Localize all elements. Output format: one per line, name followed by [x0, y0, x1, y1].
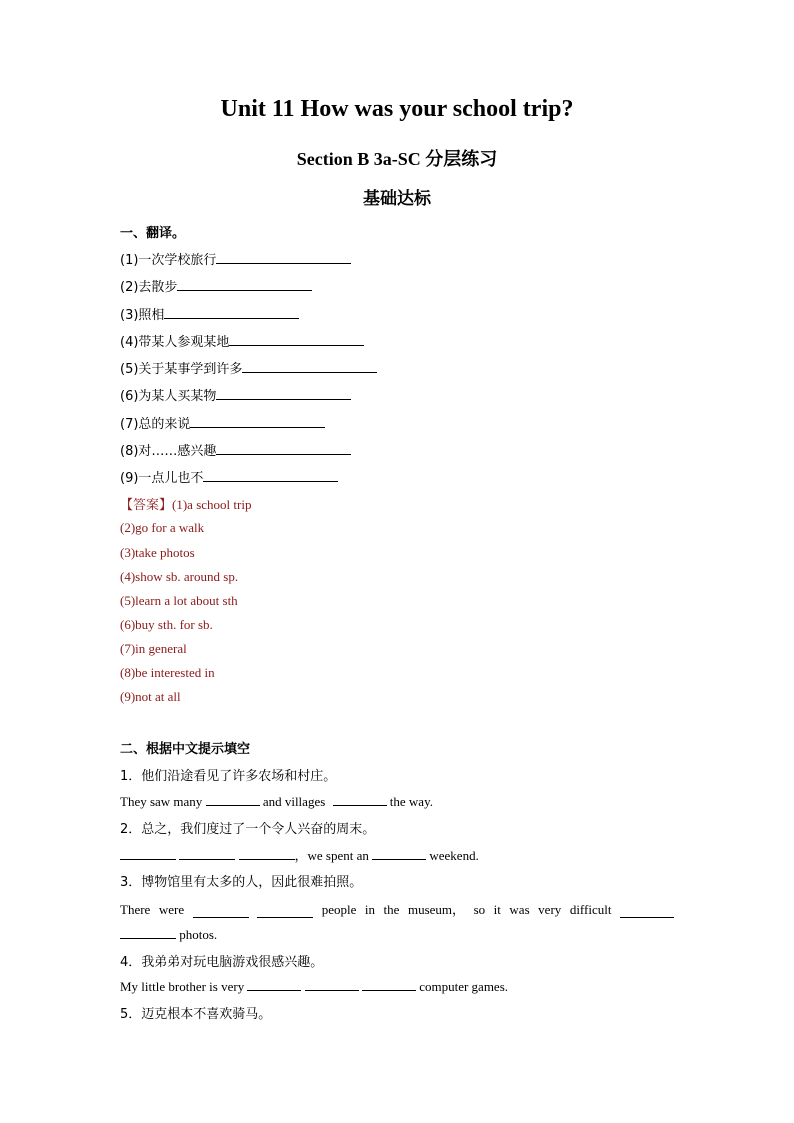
fill-blank[interactable]	[247, 977, 301, 991]
fill-blank[interactable]	[362, 977, 416, 991]
fill-blank[interactable]	[120, 846, 176, 860]
translate-item-9: (9)一点儿也不	[120, 467, 338, 486]
answer-blank[interactable]	[242, 359, 377, 373]
translate-item-5: (5)关于某事学到许多	[120, 358, 377, 377]
translate-item-1: (1)一次学校旅行	[120, 249, 351, 268]
answer-blank[interactable]	[216, 386, 351, 400]
question-4-chinese: 4．我弟弟对玩电脑游戏很感兴趣。	[120, 955, 324, 970]
answer-blank[interactable]	[203, 468, 338, 482]
fill-blank[interactable]	[372, 846, 426, 860]
section-subtitle: Section B 3a-SC 分层练习	[296, 149, 498, 169]
question-3-chinese: 3．博物馆里有太多的人，因此很难拍照。	[120, 875, 363, 890]
translate-item-4: (4)带某人参观某地	[120, 331, 364, 350]
fill-blank[interactable]	[333, 792, 387, 806]
part1-heading: 一、翻译。	[120, 226, 186, 241]
part2-heading: 二、根据中文提示填空	[120, 742, 251, 757]
answer-line-2: (2)go for a walk	[120, 520, 205, 535]
question-4-english: My little brother is very computer games.	[120, 979, 509, 994]
question-2-english: ，we spent an weekend.	[120, 845, 479, 864]
answer-line-4: (4)show sb. around sp.	[120, 569, 239, 584]
translate-item-7: (7)总的来说	[120, 413, 325, 432]
answer-line-3: (3)take photos	[120, 545, 195, 560]
answer-line-8: (8)be interested in	[120, 665, 215, 680]
answer-line-7: (7)in general	[120, 641, 187, 656]
question-5-chinese: 5．迈克根本不喜欢骑马。	[120, 1007, 272, 1022]
answer-blank[interactable]	[229, 332, 364, 346]
fill-blank[interactable]	[305, 977, 359, 991]
fill-blank[interactable]	[206, 792, 260, 806]
question-3-english-line1: There were people in the museum， so it was very difficult	[120, 899, 674, 918]
question-2-chinese: 2．总之，我们度过了一个令人兴奋的周末。	[120, 822, 376, 837]
question-1-chinese: 1．他们沿途看见了许多农场和村庄。	[120, 769, 337, 784]
page-title: Unit 11 How was your school trip?	[220, 96, 574, 122]
translate-item-3: (3)照相	[120, 304, 299, 323]
answer-line-6: (6)buy sth. for sb.	[120, 617, 213, 632]
answer-line-5: (5)learn a lot about sth	[120, 593, 238, 608]
fill-blank[interactable]	[239, 846, 295, 860]
fill-blank[interactable]	[257, 904, 313, 918]
answer-line-1: 【答案】(1)a school trip	[120, 497, 252, 513]
fill-blank[interactable]	[193, 904, 249, 918]
fill-blank[interactable]	[179, 846, 235, 860]
fill-blank[interactable]	[620, 904, 674, 918]
answer-label: 【答案】	[120, 498, 173, 513]
level-heading: 基础达标	[363, 189, 431, 208]
answer-blank[interactable]	[216, 441, 351, 455]
translate-item-8: (8)对……感兴趣	[120, 440, 351, 459]
question-3-english-line2: photos.	[120, 925, 217, 943]
question-1-english: They saw many and villages the way.	[120, 794, 433, 809]
answer-blank[interactable]	[216, 250, 351, 264]
translate-item-6: (6)为某人买某物	[120, 385, 351, 404]
answer-line-9: (9)not at all	[120, 689, 181, 704]
fill-blank[interactable]	[120, 925, 176, 939]
translate-item-2: (2)去散步	[120, 276, 312, 295]
answer-blank[interactable]	[190, 414, 325, 428]
answer-blank[interactable]	[164, 305, 299, 319]
answer-blank[interactable]	[177, 277, 312, 291]
